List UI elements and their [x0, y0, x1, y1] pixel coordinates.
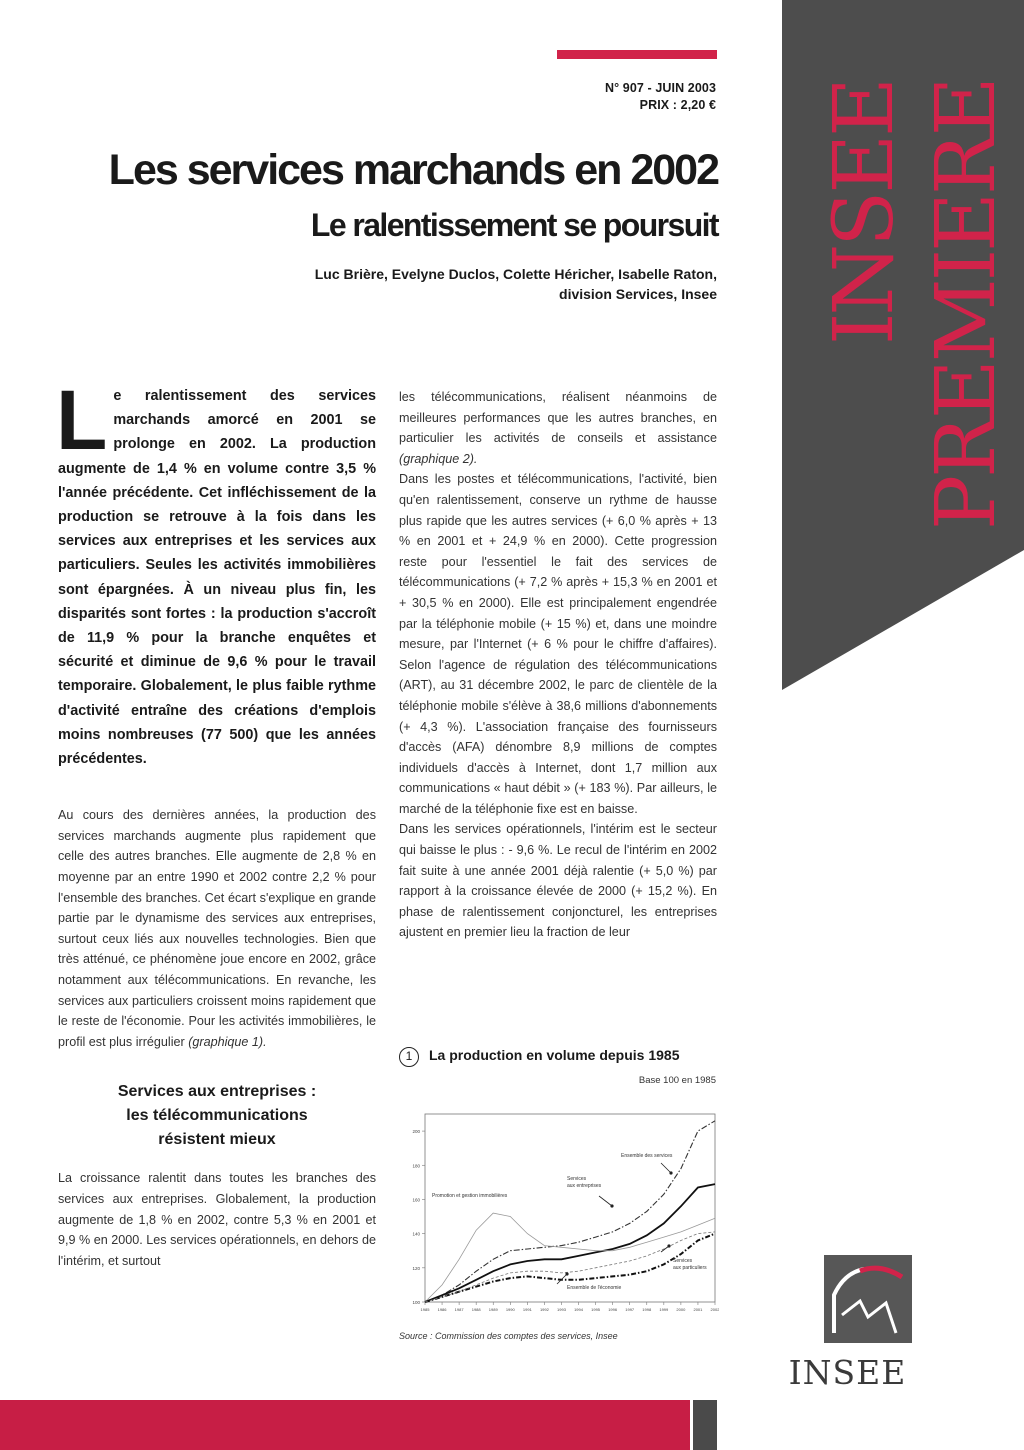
chart-title	[399, 1044, 680, 1067]
series-annotation: Ensemble des services	[621, 1153, 673, 1159]
logo-mark-icon	[824, 1255, 912, 1343]
x-tick-label: 1990	[505, 1307, 515, 1312]
series-annotation: Ensemble de l'économie	[567, 1285, 622, 1291]
issue-number: N° 907 - JUIN 2003	[604, 81, 716, 95]
body-paragraph: La croissance ralentit dans toutes les branches des services aux entreprises. Globalement, la production augmente de 1,8 % en 2002, contre 5,3 % en 2001 et 9,9 % en 2000. Les services opérationnels, en dehors de l'intérim, et surtout	[58, 1171, 376, 1268]
side-band	[782, 0, 1024, 1450]
section-heading	[58, 1080, 376, 1152]
right-column	[399, 387, 717, 943]
brand-vertical-line1: INSEE	[817, 79, 912, 345]
issue-info	[605, 80, 716, 114]
x-tick-label: 1998	[642, 1307, 652, 1312]
body-paragraph	[399, 387, 717, 469]
authors-affiliation: division Services, Insee	[559, 286, 717, 302]
x-tick-label: 1985	[420, 1307, 430, 1312]
footer-gray-block	[693, 1400, 717, 1450]
chart-number: 1	[399, 1047, 419, 1067]
annotation-arrowhead	[565, 1272, 568, 1275]
annotation-arrowhead	[669, 1171, 672, 1174]
series-annotation: Services	[567, 1176, 587, 1182]
series-line	[425, 1121, 715, 1302]
y-tick-label: 180	[412, 1163, 420, 1169]
x-tick-label: 1992	[539, 1307, 549, 1312]
left-column	[56, 373, 376, 1271]
graph-reference: (graphique 1).	[188, 1034, 267, 1049]
x-tick-label: 1987	[454, 1307, 464, 1312]
x-tick-label: 1995	[591, 1307, 601, 1312]
series-line	[425, 1232, 715, 1302]
y-tick-label: 140	[412, 1231, 420, 1237]
x-tick-label: 2002	[710, 1307, 719, 1312]
x-tick-label: 1991	[522, 1307, 532, 1312]
x-tick-label: 2000	[676, 1307, 686, 1312]
series-annotation: aux particuliers	[673, 1265, 707, 1271]
series-annotation: Services	[673, 1258, 693, 1264]
brand-vertical-line2: PREMIERE	[919, 79, 1014, 530]
authors-line: Luc Brière, Evelyne Duclos, Colette Héricher, Isabelle Raton,	[314, 266, 717, 282]
lead-text: e ralentissement des services marchands amorcé en 2001 se prolonge en 2002. La production augmente de 1,4 % en volume contre 3,5 % l'année précédente. Cet infléchissement de la production se retrouve à la fois dans les services aux entreprises et les services aux particuliers. Seules les activités immobilières sont épargnées. À un niveau plus fin, les disparités sont fortes : la production s'accroît de 11,9 % pour la branche enquêtes et sécurité et diminue de 9,6 % pour le travail temporaire. Globalement, le plus faible rythme d'activité entraîne des créations d'emplois moins nombreuses (77 500) que les années précédentes.	[58, 388, 376, 768]
chart-title-text: La production en volume depuis 1985	[429, 1047, 680, 1063]
x-tick-label: 1986	[437, 1307, 447, 1312]
x-tick-label: 1999	[659, 1307, 669, 1312]
price: PRIX : 2,20 €	[639, 98, 716, 112]
side-band-shape	[782, 0, 1024, 1450]
x-tick-label: 1988	[471, 1307, 481, 1312]
body-paragraph: Dans les services opérationnels, l'intérim est le secteur qui baisse le plus : - 9,6 %. Le recul de l'intérim en 2002 fait suite à une année 2001 déjà ralentie (+ 5,0 %) par rapport à la croissance élevée de 2000 (+ 15,2 %). En phase de ralentissement conjoncturel, les entreprises ajustent en premier lieu la fraction de leur	[399, 822, 717, 940]
header-accent-bar	[557, 50, 717, 59]
section-heading-line: résistent mieux	[158, 1131, 276, 1149]
x-tick-label: 1996	[608, 1307, 618, 1312]
footer-red-bar	[0, 1400, 690, 1450]
authors	[157, 264, 717, 304]
y-tick-label: 100	[412, 1300, 420, 1305]
logo-square	[824, 1255, 912, 1343]
insee-logo	[780, 1255, 915, 1395]
y-tick-label: 120	[412, 1265, 420, 1271]
body-paragraph-text: les télécommunications, réalisent néanmoins de meilleures performances que les autres branches, en particulier les activités de conseils et assistance	[399, 390, 717, 446]
line-chart	[399, 1106, 719, 1326]
x-tick-label: 2001	[693, 1307, 703, 1312]
chart-base-note: Base 100 en 1985	[638, 1075, 716, 1086]
series-annotation: Promotion et gestion immobilières	[432, 1193, 508, 1199]
body-paragraph	[58, 805, 376, 1052]
y-tick-label: 160	[412, 1197, 420, 1203]
x-tick-label: 1989	[488, 1307, 498, 1312]
body-paragraph-text: Au cours des dernières années, la production des services marchands augmente plus rapidement que celle des autres branches. Elle augmente de 2,8 % en moyenne par an entre 1990 et 2002 contre 2,2 % pour l'ensemble des branches. Cet écart s'explique en grande partie par le dynamisme des services aux entreprises, surtout ceux liés aux nouvelles technologies. Bien que très atténué, ce phénomène joue encore en 2002, grâce notamment aux télécommunications. En revanche, les services aux particuliers croissent moins rapidement que le reste de l'économie. Pour les activités immobilières, le profil est plus irrégulier	[58, 808, 376, 1049]
annotation-arrow	[599, 1196, 612, 1206]
logo-text: INSEE	[788, 1353, 907, 1392]
lead-paragraph	[56, 373, 376, 771]
chart-source: Source : Commission des comptes des services, Insee	[399, 1331, 618, 1341]
x-tick-label: 1993	[557, 1307, 566, 1312]
section-heading-line: Services aux entreprises :	[117, 1083, 317, 1101]
section-heading-line: les télécommunications	[126, 1107, 308, 1125]
x-tick-label: 1997	[625, 1307, 635, 1312]
x-tick-label: 1994	[574, 1307, 583, 1312]
chart-figure	[399, 1044, 719, 1354]
y-tick-label: 200	[412, 1129, 420, 1135]
page-title: Les services marchands en 2002	[108, 146, 718, 194]
page-subtitle: Le ralentissement se poursuit	[310, 207, 718, 243]
annotation-arrowhead	[667, 1244, 670, 1247]
graph-reference: (graphique 2).	[399, 451, 478, 466]
series-annotation: aux entreprises	[567, 1183, 602, 1189]
drop-cap: L	[56, 373, 108, 467]
body-paragraph: Dans les postes et télécommunications, l'activité, bien qu'en ralentissement, conserve un rythme de hausse plus rapide que les autres services (+ 6,0 % après + 13 % en 2001 et + 24,9 % en 2000). Cette progression reste pour l'essentiel le fait des services de télécommunications (+ 7,2 % après + 15,3 % en 2001 et + 30,5 % en 2000). Elle est principalement engendrée par la téléphonie mobile (+ 15 %) et, dans une moindre mesure, par l'Internet (+ 6 % pour le chiffre d'affaires). Selon l'agence de régulation des télécommunications (ART), au 31 décembre 2002, le parc de clientèle de la téléphonie mobile s'élève à 38,6 millions d'abonnements (+ 4,3 %). L'association française des fournisseurs d'accès (AFA) dénombre 8,9 millions de comptes individuels d'accès à Internet, dont 1,7 million aux communications « haut débit » (+ 183 %). Par ailleurs, le marché de la téléphonie fixe est en baisse.	[399, 472, 717, 816]
annotation-arrowhead	[610, 1204, 613, 1207]
annotation-arrow	[661, 1163, 671, 1173]
chart-plot-frame	[425, 1114, 715, 1302]
